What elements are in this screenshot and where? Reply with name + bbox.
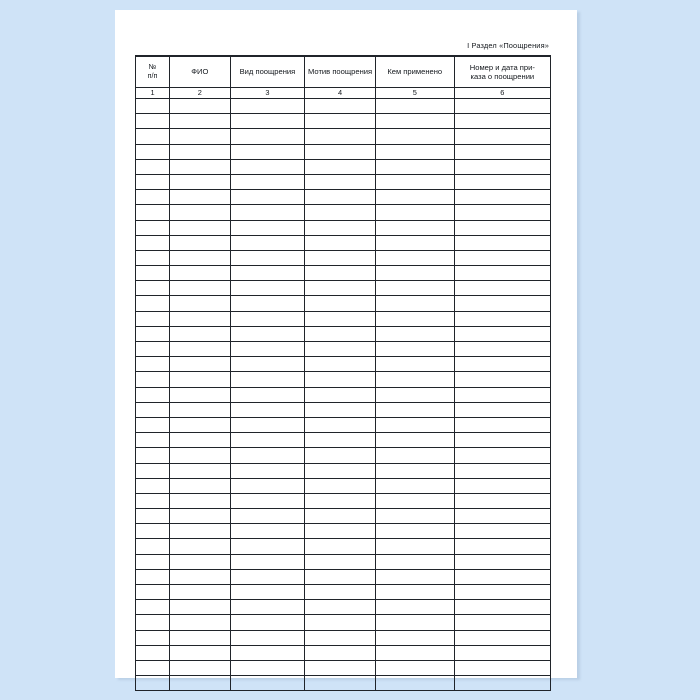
table-cell[interactable] (375, 433, 454, 448)
table-cell[interactable] (230, 448, 305, 463)
column-header-number-line1: № (148, 62, 157, 72)
table-cell[interactable] (230, 554, 305, 569)
table-cell[interactable] (230, 114, 305, 129)
table-row[interactable] (136, 342, 551, 357)
table-cell[interactable] (375, 311, 454, 326)
table-cell[interactable] (170, 387, 231, 402)
table-row[interactable] (136, 174, 551, 189)
table-cell[interactable] (305, 600, 376, 615)
table-cell[interactable] (375, 281, 454, 296)
table-row[interactable] (136, 402, 551, 417)
table-cell[interactable] (305, 387, 376, 402)
table-cell[interactable] (375, 676, 454, 691)
table-cell[interactable] (305, 174, 376, 189)
table-row[interactable] (136, 509, 551, 524)
table-cell[interactable] (375, 174, 454, 189)
table-cell[interactable] (136, 144, 170, 159)
table-row[interactable] (136, 417, 551, 432)
table-cell[interactable] (136, 615, 170, 630)
table-cell[interactable] (375, 220, 454, 235)
table-cell[interactable] (305, 509, 376, 524)
table-cell[interactable] (136, 433, 170, 448)
table-cell[interactable] (136, 129, 170, 144)
table-cell[interactable] (454, 478, 550, 493)
column-header-number (136, 57, 170, 88)
table-cell[interactable] (230, 463, 305, 478)
table-cell[interactable] (136, 478, 170, 493)
table-cell[interactable] (230, 342, 305, 357)
column-header-fio: ФИО (170, 57, 231, 88)
table-row[interactable] (136, 387, 551, 402)
table-row[interactable] (136, 326, 551, 341)
table-row[interactable] (136, 296, 551, 311)
table-cell[interactable] (170, 630, 231, 645)
table-cell[interactable] (170, 174, 231, 189)
table-cell[interactable] (454, 493, 550, 508)
table-cell[interactable] (305, 676, 376, 691)
table-cell[interactable] (230, 676, 305, 691)
table-cell[interactable] (170, 311, 231, 326)
table-cell[interactable] (136, 539, 170, 554)
table-cell[interactable] (454, 342, 550, 357)
table-cell[interactable] (170, 220, 231, 235)
table-row[interactable] (136, 615, 551, 630)
table-cell[interactable] (305, 311, 376, 326)
table-cell[interactable] (170, 554, 231, 569)
column-header-order-line2: каза о поощрении (470, 72, 535, 81)
table-row[interactable] (136, 114, 551, 129)
table-cell[interactable] (454, 129, 550, 144)
table-cell[interactable] (136, 600, 170, 615)
table-cell[interactable] (375, 585, 454, 600)
table-cell[interactable] (454, 676, 550, 691)
table-cell[interactable] (230, 99, 305, 114)
table-cell[interactable] (170, 417, 231, 432)
table-row[interactable] (136, 190, 551, 205)
table-row[interactable] (136, 235, 551, 250)
table-cell[interactable] (230, 402, 305, 417)
table-cell[interactable] (375, 478, 454, 493)
table-cell[interactable] (305, 645, 376, 660)
table-cell[interactable] (170, 615, 231, 630)
table-cell[interactable] (305, 539, 376, 554)
table-cell[interactable] (230, 296, 305, 311)
table-cell[interactable] (305, 660, 376, 675)
table-cell[interactable] (230, 144, 305, 159)
table-row[interactable] (136, 660, 551, 675)
table-cell[interactable] (230, 630, 305, 645)
table-row[interactable] (136, 159, 551, 174)
table-cell[interactable] (375, 509, 454, 524)
register-table (135, 56, 551, 691)
table-cell[interactable] (305, 569, 376, 584)
table-row[interactable] (136, 433, 551, 448)
table-cell[interactable] (136, 190, 170, 205)
table-cell[interactable] (375, 660, 454, 675)
table-cell[interactable] (230, 660, 305, 675)
table-cell[interactable] (375, 205, 454, 220)
table-cell[interactable] (136, 417, 170, 432)
table-cell[interactable] (136, 448, 170, 463)
table-row[interactable] (136, 524, 551, 539)
table-cell[interactable] (230, 387, 305, 402)
table-row[interactable] (136, 250, 551, 265)
table-cell[interactable] (305, 205, 376, 220)
table-cell[interactable] (136, 281, 170, 296)
table-cell[interactable] (454, 660, 550, 675)
table-cell[interactable] (454, 417, 550, 432)
table-cell[interactable] (375, 524, 454, 539)
table-cell[interactable] (305, 144, 376, 159)
table-body (136, 99, 551, 691)
table-row[interactable] (136, 311, 551, 326)
table-row[interactable] (136, 372, 551, 387)
table-cell[interactable] (454, 205, 550, 220)
document-page (115, 10, 577, 678)
table-cell[interactable] (305, 266, 376, 281)
column-number-2: 2 (170, 88, 231, 99)
table-cell[interactable] (136, 159, 170, 174)
column-number-4: 4 (305, 88, 376, 99)
table-cell[interactable] (454, 174, 550, 189)
table-cell[interactable] (375, 144, 454, 159)
table-cell[interactable] (305, 615, 376, 630)
table-row[interactable] (136, 630, 551, 645)
table-cell[interactable] (136, 326, 170, 341)
table-row[interactable] (136, 129, 551, 144)
table-header-row (136, 57, 551, 88)
table-cell[interactable] (230, 417, 305, 432)
column-header-order-line1: Номер и дата при- (469, 62, 535, 72)
table-cell[interactable] (170, 493, 231, 508)
table-row[interactable] (136, 585, 551, 600)
table-cell[interactable] (230, 539, 305, 554)
table-cell[interactable] (305, 372, 376, 387)
table-cell[interactable] (305, 342, 376, 357)
table-cell[interactable] (454, 266, 550, 281)
table-row[interactable] (136, 281, 551, 296)
table-cell[interactable] (375, 569, 454, 584)
table-cell[interactable] (136, 676, 170, 691)
table-cell[interactable] (454, 387, 550, 402)
table-cell[interactable] (454, 463, 550, 478)
table-cell[interactable] (230, 266, 305, 281)
table-cell[interactable] (375, 417, 454, 432)
table-cell[interactable] (170, 676, 231, 691)
table-cell[interactable] (305, 220, 376, 235)
table-cell[interactable] (375, 99, 454, 114)
table-cell[interactable] (305, 357, 376, 372)
table-cell[interactable] (170, 524, 231, 539)
table-cell[interactable] (375, 129, 454, 144)
table-cell[interactable] (170, 266, 231, 281)
table-cell[interactable] (230, 372, 305, 387)
table-cell[interactable] (136, 509, 170, 524)
table-cell[interactable] (375, 448, 454, 463)
table-cell[interactable] (454, 357, 550, 372)
column-number-1: 1 (136, 88, 170, 99)
table-cell[interactable] (136, 372, 170, 387)
table-cell[interactable] (305, 129, 376, 144)
table-cell[interactable] (454, 99, 550, 114)
table-cell[interactable] (375, 326, 454, 341)
table-cell[interactable] (230, 311, 305, 326)
table-cell[interactable] (230, 129, 305, 144)
table-cell[interactable] (305, 433, 376, 448)
table-cell[interactable] (170, 281, 231, 296)
table-cell[interactable] (305, 159, 376, 174)
table-row[interactable] (136, 569, 551, 584)
table-cell[interactable] (305, 585, 376, 600)
table-cell[interactable] (230, 220, 305, 235)
table-cell[interactable] (305, 114, 376, 129)
table-row[interactable] (136, 220, 551, 235)
table-cell[interactable] (375, 372, 454, 387)
table-cell[interactable] (305, 281, 376, 296)
table-row[interactable] (136, 144, 551, 159)
table-cell[interactable] (454, 235, 550, 250)
table-cell[interactable] (454, 539, 550, 554)
table-cell[interactable] (375, 645, 454, 660)
table-cell[interactable] (136, 250, 170, 265)
table-cell[interactable] (305, 326, 376, 341)
table-cell[interactable] (230, 478, 305, 493)
table-cell[interactable] (454, 114, 550, 129)
table-cell[interactable] (170, 129, 231, 144)
table-cell[interactable] (170, 144, 231, 159)
table-cell[interactable] (170, 357, 231, 372)
table-cell[interactable] (230, 569, 305, 584)
table-cell[interactable] (230, 645, 305, 660)
table-row[interactable] (136, 448, 551, 463)
table-cell[interactable] (305, 250, 376, 265)
table-head (136, 57, 551, 99)
table-cell[interactable] (136, 296, 170, 311)
table-cell[interactable] (454, 402, 550, 417)
column-number-6: 6 (454, 88, 550, 99)
table-cell[interactable] (230, 205, 305, 220)
table-cell[interactable] (136, 235, 170, 250)
table-cell[interactable] (230, 433, 305, 448)
table-cell[interactable] (305, 402, 376, 417)
table-cell[interactable] (375, 235, 454, 250)
table-cell[interactable] (170, 190, 231, 205)
table-cell[interactable] (375, 357, 454, 372)
table-cell[interactable] (136, 645, 170, 660)
table-row[interactable] (136, 676, 551, 691)
table-cell[interactable] (170, 448, 231, 463)
table-cell[interactable] (305, 190, 376, 205)
table-cell[interactable] (375, 630, 454, 645)
column-header-award-motive: Мотив поощрения (305, 57, 376, 88)
table-cell[interactable] (454, 630, 550, 645)
table-cell[interactable] (170, 569, 231, 584)
table-cell[interactable] (305, 417, 376, 432)
table-cell[interactable] (454, 615, 550, 630)
table-cell[interactable] (136, 357, 170, 372)
table-cell[interactable] (454, 250, 550, 265)
table-cell[interactable] (136, 569, 170, 584)
column-header-applied-by: Кем применено (375, 57, 454, 88)
table-cell[interactable] (454, 159, 550, 174)
table-cell[interactable] (230, 326, 305, 341)
table-cell[interactable] (454, 326, 550, 341)
table-cell[interactable] (170, 296, 231, 311)
table-cell[interactable] (136, 585, 170, 600)
table-cell[interactable] (230, 357, 305, 372)
table-column-numbers-row (136, 88, 551, 99)
table-cell[interactable] (230, 250, 305, 265)
table-cell[interactable] (136, 493, 170, 508)
table-cell[interactable] (454, 645, 550, 660)
table-cell[interactable] (305, 478, 376, 493)
table-cell[interactable] (136, 114, 170, 129)
table-cell[interactable] (375, 554, 454, 569)
table-cell[interactable] (230, 524, 305, 539)
table-cell[interactable] (375, 493, 454, 508)
table-cell[interactable] (305, 448, 376, 463)
column-header-order-number-date (454, 57, 550, 88)
table-cell[interactable] (375, 387, 454, 402)
table-cell[interactable] (454, 554, 550, 569)
table-row[interactable] (136, 99, 551, 114)
table-cell[interactable] (170, 600, 231, 615)
table-cell[interactable] (305, 630, 376, 645)
table-cell[interactable] (136, 311, 170, 326)
table-cell[interactable] (136, 387, 170, 402)
table-cell[interactable] (170, 235, 231, 250)
table-cell[interactable] (375, 250, 454, 265)
table-cell[interactable] (230, 600, 305, 615)
table-cell[interactable] (170, 478, 231, 493)
column-number-3: 3 (230, 88, 305, 99)
table-row[interactable] (136, 463, 551, 478)
table-cell[interactable] (454, 524, 550, 539)
table-cell[interactable] (375, 266, 454, 281)
table-cell[interactable] (305, 554, 376, 569)
table-cell[interactable] (454, 220, 550, 235)
table-cell[interactable] (230, 174, 305, 189)
table-row[interactable] (136, 357, 551, 372)
table-cell[interactable] (170, 645, 231, 660)
table-cell[interactable] (170, 539, 231, 554)
table-cell[interactable] (136, 554, 170, 569)
table-cell[interactable] (454, 190, 550, 205)
table-cell[interactable] (136, 205, 170, 220)
table-cell[interactable] (375, 402, 454, 417)
table-cell[interactable] (170, 326, 231, 341)
table-cell[interactable] (375, 190, 454, 205)
column-number-5: 5 (375, 88, 454, 99)
table-cell[interactable] (230, 159, 305, 174)
table-cell[interactable] (136, 463, 170, 478)
column-header-number-line2: п/п (147, 71, 158, 80)
table-cell[interactable] (375, 342, 454, 357)
table-row[interactable] (136, 600, 551, 615)
table-cell[interactable] (170, 402, 231, 417)
table-cell[interactable] (170, 205, 231, 220)
table-cell[interactable] (230, 509, 305, 524)
table-cell[interactable] (305, 524, 376, 539)
table-cell[interactable] (454, 296, 550, 311)
table-cell[interactable] (454, 509, 550, 524)
table-row[interactable] (136, 554, 551, 569)
table-cell[interactable] (454, 372, 550, 387)
table-row[interactable] (136, 205, 551, 220)
table-cell[interactable] (375, 600, 454, 615)
table-cell[interactable] (375, 114, 454, 129)
table-cell[interactable] (454, 569, 550, 584)
table-cell[interactable] (170, 250, 231, 265)
table-row[interactable] (136, 645, 551, 660)
table-cell[interactable] (375, 539, 454, 554)
table-cell[interactable] (170, 660, 231, 675)
section-title: I Раздел «Поощрения» (467, 41, 549, 50)
table-cell[interactable] (136, 220, 170, 235)
table-cell[interactable] (170, 433, 231, 448)
table-cell[interactable] (375, 296, 454, 311)
table-cell[interactable] (454, 600, 550, 615)
table-cell[interactable] (305, 463, 376, 478)
table-cell[interactable] (136, 524, 170, 539)
table-cell[interactable] (170, 509, 231, 524)
table-cell[interactable] (170, 372, 231, 387)
table-cell[interactable] (305, 296, 376, 311)
table-cell[interactable] (375, 463, 454, 478)
table-cell[interactable] (170, 159, 231, 174)
table-cell[interactable] (136, 174, 170, 189)
table-cell[interactable] (136, 266, 170, 281)
table-cell[interactable] (230, 190, 305, 205)
table-cell[interactable] (136, 402, 170, 417)
table-cell[interactable] (375, 615, 454, 630)
table-cell[interactable] (454, 311, 550, 326)
table-cell[interactable] (230, 281, 305, 296)
table-cell[interactable] (230, 493, 305, 508)
table-cell[interactable] (305, 493, 376, 508)
table-cell[interactable] (230, 615, 305, 630)
table-cell[interactable] (230, 585, 305, 600)
table-row[interactable] (136, 539, 551, 554)
table-cell[interactable] (170, 342, 231, 357)
table-cell[interactable] (136, 342, 170, 357)
table-cell[interactable] (375, 159, 454, 174)
table-cell[interactable] (230, 235, 305, 250)
table-cell[interactable] (305, 99, 376, 114)
table-row[interactable] (136, 266, 551, 281)
table-cell[interactable] (170, 99, 231, 114)
column-header-award-type: Вид поощрения (230, 57, 305, 88)
table-cell[interactable] (170, 114, 231, 129)
table-cell[interactable] (136, 99, 170, 114)
table-cell[interactable] (136, 660, 170, 675)
table-cell[interactable] (170, 585, 231, 600)
table-row[interactable] (136, 493, 551, 508)
table-cell[interactable] (454, 144, 550, 159)
table-row[interactable] (136, 478, 551, 493)
table-cell[interactable] (305, 235, 376, 250)
table-cell[interactable] (454, 281, 550, 296)
table-cell[interactable] (454, 448, 550, 463)
table-cell[interactable] (136, 630, 170, 645)
table-cell[interactable] (170, 463, 231, 478)
table-cell[interactable] (454, 433, 550, 448)
table-cell[interactable] (454, 585, 550, 600)
